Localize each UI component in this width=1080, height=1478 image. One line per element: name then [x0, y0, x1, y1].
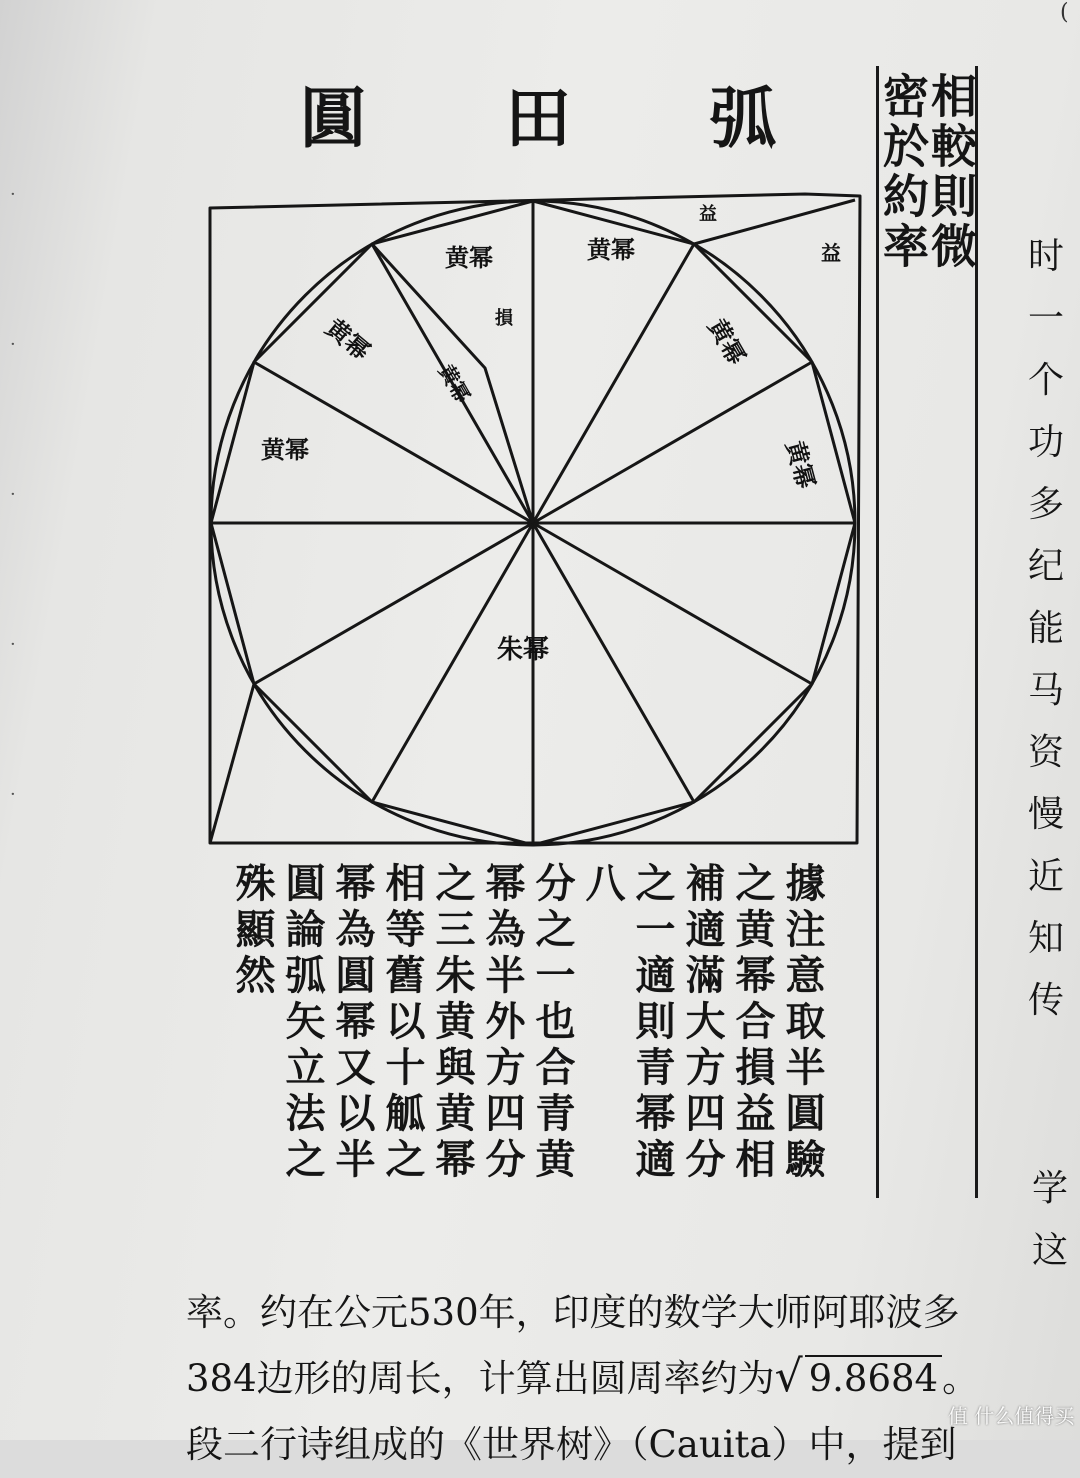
title-char-2: 田	[505, 78, 575, 157]
body-paragraph	[186, 1280, 1080, 1478]
label-left-upper: 黄幂	[320, 312, 376, 366]
right-char: 资	[1028, 732, 1065, 773]
body-line-1: 率。约在公元530年，印度的数学大师阿耶波多	[186, 1291, 960, 1334]
watermark: 值 什么值得买	[948, 1404, 1075, 1428]
title-char-1: 圓	[300, 78, 370, 157]
commentary-col: 之一適則青幂適八	[579, 862, 676, 1184]
label-corner-a: 益	[699, 204, 717, 225]
body-line-2-suffix: 。	[942, 1357, 980, 1400]
label-left-mid: 黄幂	[261, 435, 309, 464]
side-col-1: 相較則微	[924, 72, 978, 272]
right-char: 马	[1028, 670, 1065, 711]
right-char: 学	[1032, 1168, 1069, 1209]
right-char: 多	[1028, 484, 1065, 525]
corner-line-2	[210, 684, 254, 843]
sqrt-value: 9.8684	[805, 1355, 942, 1400]
commentary-col: 相等舊以十觚之	[379, 862, 426, 1184]
right-char: 传	[1028, 980, 1065, 1021]
commentary-col: 補適滿大方四分	[679, 862, 726, 1184]
right-char: 时	[1028, 236, 1065, 277]
commentary-text	[229, 862, 827, 1202]
label-right-mid: 黄幂	[780, 437, 821, 492]
corner-line-1	[694, 200, 855, 244]
circle-polygon-diagram	[205, 188, 870, 848]
sqrt-expression	[775, 1346, 942, 1412]
right-char: 知	[1028, 918, 1065, 959]
commentary-col: 分之一也合青黄	[529, 862, 576, 1184]
right-char: 个	[1028, 360, 1065, 401]
side-annotation	[876, 72, 978, 342]
corner-glyph: (	[1060, 0, 1069, 25]
body-line-3: 段二行诗组成的《世界树》（Cauita）中，提到	[186, 1423, 957, 1466]
right-char: 纪	[1028, 546, 1065, 587]
right-char: 这	[1032, 1230, 1069, 1271]
label-top-center: 黄幂	[587, 235, 635, 264]
body-line-2	[186, 1346, 1080, 1412]
commentary-col: 據注意取半圓驗	[779, 862, 826, 1184]
commentary-col: 之黄幂合損益相	[729, 862, 776, 1184]
commentary-col: 殊顯然	[229, 862, 276, 1000]
right-char: 近	[1028, 856, 1065, 897]
label-center-bottom: 朱幂	[497, 635, 550, 665]
label-inner-small2: 黄幂	[433, 360, 475, 407]
cropped-right-text-lower	[1032, 1158, 1080, 1282]
commentary-col: 幂為半外方四分	[479, 862, 526, 1184]
body-line-2-prefix: 384边形的周长，计算出圆周率约为	[186, 1357, 775, 1400]
right-char: 一	[1028, 298, 1065, 339]
right-char: 功	[1028, 422, 1065, 463]
label-corner-b: 益	[821, 241, 841, 265]
label-top-left: 黄幂	[445, 243, 493, 272]
label-inner-small: 損	[495, 308, 513, 329]
commentary-col: 幂為圓幂又以半	[329, 862, 376, 1184]
cropped-right-text	[1028, 226, 1080, 1021]
title-char-3: 弧	[710, 78, 780, 157]
right-char: 能	[1028, 608, 1065, 649]
commentary-col: 之三朱黄與黄幂	[429, 862, 476, 1184]
page-edge-marks: · · · · ·	[10, 184, 16, 805]
right-char: 慢	[1028, 794, 1065, 835]
commentary-col: 圓論弧矢立法之	[279, 862, 326, 1184]
side-col-2: 密於約率	[876, 72, 930, 272]
label-right-upper: 黄幂	[702, 313, 752, 370]
figure-title	[300, 72, 780, 157]
